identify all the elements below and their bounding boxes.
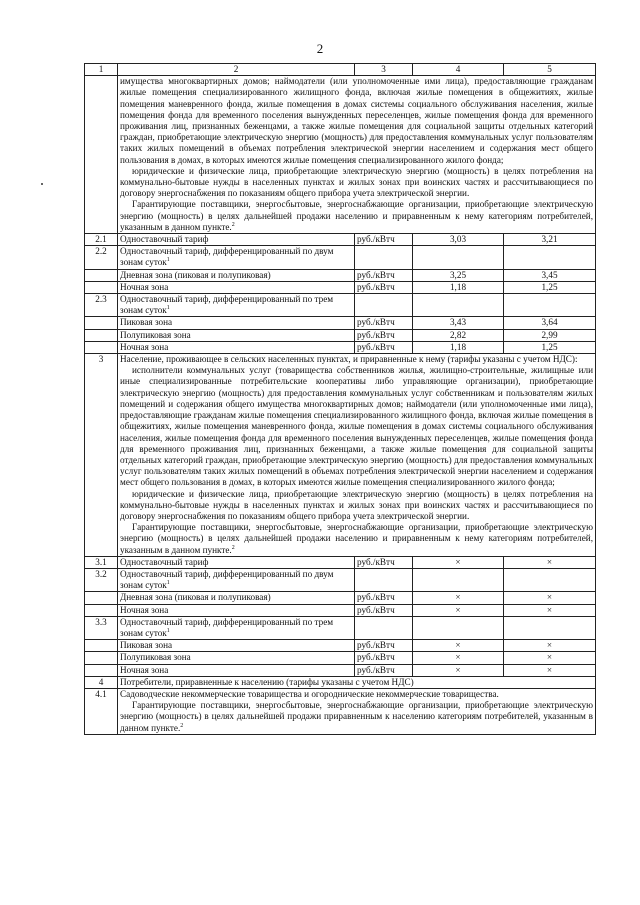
tariff-label-cell: Ночная зона bbox=[118, 664, 355, 676]
paragraph: Гарантирующие поставщики, энергосбытовые, энергоснабжающие организации, приобретающие электрическую энергию (мощность) в целях дальнейшей продажи населению и приравненным к нему категориям потребителей, указанным в данном пункте.$^2$ bbox=[120, 199, 593, 232]
tariff-value-period2: × bbox=[504, 592, 596, 604]
paragraph: Гарантирующие поставщики, энергосбытовые, энергоснабжающие организации, приобретающие электрическую энергию (мощность) в целях дальнейшей продажи населению и приравненным к нему категориям потребителей, указанным в данном пункте.$^2$ bbox=[120, 522, 593, 555]
footnote-mark: 1 bbox=[166, 257, 170, 264]
tariff-value-period1: 3,43 bbox=[413, 317, 504, 329]
tariff-row bbox=[85, 341, 596, 353]
unit-cell: руб./кВтч bbox=[355, 640, 413, 652]
category-label-cell: Потребители, приравненные к населению (тарифы указаны с учетом НДС) bbox=[118, 676, 596, 688]
footnote-mark: 2 bbox=[180, 722, 184, 729]
table-row bbox=[85, 76, 596, 234]
category-row bbox=[85, 676, 596, 688]
row-number-cell: 2.3 bbox=[85, 294, 118, 317]
tariff-label-cell: Дневная зона (пиковая и полупиковая) bbox=[118, 269, 355, 281]
tariff-value-period1: 3,03 bbox=[413, 234, 504, 246]
tariff-label-cell: Ночная зона bbox=[118, 281, 355, 293]
paragraph: юридические и физические лица, приобретающие электрическую энергию (мощность) в целях потребления на коммунально-бытовые нужды в населенных пунктах и жилых зонах при воинских частях и рассчитывающиеся по договору энергоснабжения по показаниям общего прибора учета электрической энергии. bbox=[120, 488, 593, 521]
row-number-cell bbox=[85, 329, 118, 341]
tariff-row bbox=[85, 568, 596, 591]
tariff-label-cell: Полупиковая зона bbox=[118, 652, 355, 664]
row-number-cell bbox=[85, 652, 118, 664]
tariff-label-cell: Дневная зона (пиковая и полупиковая) bbox=[118, 592, 355, 604]
tariff-label-cell: Одноставочный тариф, дифференцированный по двум зонам суток$^1$ bbox=[118, 246, 355, 269]
tariff-row bbox=[85, 294, 596, 317]
tariff-label-cell: Одноставочный тариф, дифференцированный по трем зонам суток$^1$ bbox=[118, 616, 355, 639]
tariff-value-period2 bbox=[504, 294, 596, 317]
unit-cell: руб./кВтч bbox=[355, 281, 413, 293]
tariff-row bbox=[85, 616, 596, 639]
row-number-cell: 3 bbox=[85, 354, 118, 557]
unit-cell: руб./кВтч bbox=[355, 329, 413, 341]
unit-cell: руб./кВтч bbox=[355, 604, 413, 616]
row-number-cell bbox=[85, 664, 118, 676]
footnote-mark: 1 bbox=[166, 580, 170, 587]
row-number-cell bbox=[85, 592, 118, 604]
tariff-value-period2: 2,99 bbox=[504, 329, 596, 341]
tariff-value-period1: 1,18 bbox=[413, 341, 504, 353]
header-cell: 2 bbox=[118, 64, 355, 76]
tariff-value-period1: × bbox=[413, 652, 504, 664]
paragraph: Гарантирующие поставщики, энергосбытовые, энергоснабжающие организации, приобретающие электрическую энергию (мощность) в целях дальнейшей продажи приравненным к населению категориям потребителей, указанным в данном пункте.$^2$ bbox=[120, 700, 593, 733]
category-text-cell bbox=[118, 688, 596, 734]
tariff-value-period1 bbox=[413, 616, 504, 639]
category-text-cell bbox=[118, 76, 596, 234]
row-number-cell: 2.1 bbox=[85, 234, 118, 246]
tariff-value-period2: 1,25 bbox=[504, 281, 596, 293]
page-number: 2 bbox=[316, 41, 324, 56]
tariff-value-period2: 3,45 bbox=[504, 269, 596, 281]
unit-cell: руб./кВтч bbox=[355, 317, 413, 329]
tariff-row bbox=[85, 281, 596, 293]
tariff-row bbox=[85, 592, 596, 604]
paragraph: Население, проживающее в сельских населенных пунктах, и приравненные к нему (тарифы указаны с учетом НДС): bbox=[120, 354, 578, 365]
footnote-mark: 1 bbox=[166, 627, 170, 634]
tariff-value-period2: 3,21 bbox=[504, 234, 596, 246]
unit-cell bbox=[355, 246, 413, 269]
tariff-value-period2: × bbox=[504, 604, 596, 616]
tariff-value-period1: × bbox=[413, 664, 504, 676]
row-number-cell: 3.3 bbox=[85, 616, 118, 639]
tariff-row bbox=[85, 640, 596, 652]
category-row bbox=[85, 354, 596, 557]
tariff-row bbox=[85, 556, 596, 568]
row-number-cell: 2.2 bbox=[85, 246, 118, 269]
tariff-row bbox=[85, 664, 596, 676]
unit-cell: руб./кВтч bbox=[355, 664, 413, 676]
row-number-cell: 3.2 bbox=[85, 568, 118, 591]
tariff-value-period2: × bbox=[504, 640, 596, 652]
row-number-cell bbox=[85, 604, 118, 616]
row-number-cell: 3.1 bbox=[85, 556, 118, 568]
row-number-cell: 4.1 bbox=[85, 688, 118, 734]
unit-cell: руб./кВтч bbox=[355, 234, 413, 246]
footnote-mark: 1 bbox=[166, 305, 170, 312]
header-cell: 5 bbox=[504, 64, 596, 76]
row-number-cell bbox=[85, 341, 118, 353]
tariff-value-period2: × bbox=[504, 556, 596, 568]
unit-cell: руб./кВтч bbox=[355, 269, 413, 281]
header-cell: 3 bbox=[355, 64, 413, 76]
tariff-value-period2 bbox=[504, 568, 596, 591]
tariff-row bbox=[85, 329, 596, 341]
paragraph: юридические и физические лица, приобретающие электрическую энергию (мощность) в целях потребления на коммунально-бытовые нужды в населенных пунктах и жилых зонах при воинских частях и рассчитывающиеся по договору энергоснабжения по показаниям общего прибора учета электрической энергии. bbox=[120, 165, 593, 199]
tariff-label-cell: Ночная зона bbox=[118, 341, 355, 353]
tariff-row bbox=[85, 246, 596, 269]
row-number-cell bbox=[85, 317, 118, 329]
scan-mark bbox=[41, 183, 43, 185]
tariff-label-cell: Ночная зона bbox=[118, 604, 355, 616]
footnote-mark: 2 bbox=[231, 544, 235, 551]
unit-cell bbox=[355, 616, 413, 639]
row-number-cell bbox=[85, 640, 118, 652]
tariff-value-period1 bbox=[413, 568, 504, 591]
category-text-cell bbox=[118, 354, 596, 557]
paragraph: имущества многоквартирных домов; наймодатели (или уполномоченные ими лица), предоставляющие гражданам жилые помещения специализированного жилищного фонда, включая жилые помещения в общежитиях, жилые помещения маневренного фонда, жилые помещения в домах системы социального обслуживания населения, жилые помещения фонда для временного поселения вынужденных переселенцев, жилые помещения фонда для временного проживания лиц, признанных беженцами, а также жилые помещения для социальной защиты отдельных категорий граждан, приобретающие электрическую энергию (мощность) для предоставления коммунальных услуг пользователям таких жилых помещений в объемах потребления электрической энергии населением и содержания мест общего пользования в домах, в которых имеются жилые помещения специализированного жилого фонда; bbox=[120, 76, 593, 165]
tariff-label-cell: Пиковая зона bbox=[118, 640, 355, 652]
row-number-cell bbox=[85, 269, 118, 281]
unit-cell bbox=[355, 568, 413, 591]
tariff-row bbox=[85, 604, 596, 616]
category-row bbox=[85, 688, 596, 734]
header-cell: 1 bbox=[85, 64, 118, 76]
tariff-value-period2: 1,25 bbox=[504, 341, 596, 353]
unit-cell: руб./кВтч bbox=[355, 556, 413, 568]
tariff-label-cell: Одноставочный тариф bbox=[118, 556, 355, 568]
header-cell: 4 bbox=[413, 64, 504, 76]
tariff-value-period1: 3,25 bbox=[413, 269, 504, 281]
row-number-cell: 4 bbox=[85, 676, 118, 688]
unit-cell: руб./кВтч bbox=[355, 652, 413, 664]
tariff-value-period2: × bbox=[504, 652, 596, 664]
tariff-row bbox=[85, 269, 596, 281]
unit-cell bbox=[355, 294, 413, 317]
tariff-value-period1 bbox=[413, 246, 504, 269]
unit-cell: руб./кВтч bbox=[355, 592, 413, 604]
tariff-value-period1: 1,18 bbox=[413, 281, 504, 293]
footnote-mark: 2 bbox=[231, 221, 235, 228]
tariff-row bbox=[85, 234, 596, 246]
tariff-value-period1: × bbox=[413, 556, 504, 568]
tariff-value-period2 bbox=[504, 616, 596, 639]
tariff-value-period2: × bbox=[504, 664, 596, 676]
paragraph: исполнители коммунальных услуг (товарищества собственников жилья, жилищно-строительные, жилищные или иные специализированные потребительские кооперативы либо управляющие организации), приобретающие электрическую энергию (мощность) для предоставления коммунальных услуг собственникам и пользователям жилых помещений и содержания общего имущества многоквартирных домов; наймодатели (или уполномоченные ими лица), предоставляющие гражданам жилые помещения специализированного жилищного фонда, включая жилые помещения в общежитиях, жилые помещения маневренного фонда, жилые помещения в домах системы социального обслуживания населения, жилые помещения фонда для временного поселения вынужденных переселенцев, жилые помещения фонда для временного проживания лиц, признанных беженцами, а также жилые помещения для социальной защиты отдельных категорий граждан, приобретающие электрическую энергию (мощность) для предоставления коммунальных услуг пользователям таких жилых помещений в объемах потребления электрической энергии населением и содержания мест общего пользования в домах, в которых имеются жилые помещения специализированного жилого фонда; bbox=[120, 365, 593, 488]
tariff-value-period2: 3,64 bbox=[504, 317, 596, 329]
tariff-value-period2 bbox=[504, 246, 596, 269]
paragraph: Садоводческие некоммерческие товарищества и огороднические некоммерческие товарищества. bbox=[120, 688, 499, 699]
tariff-label-cell: Одноставочный тариф, дифференцированный по двум зонам суток$^1$ bbox=[118, 568, 355, 591]
tariff-label-cell: Одноставочный тариф bbox=[118, 234, 355, 246]
tariff-value-period1: × bbox=[413, 592, 504, 604]
tariff-label-cell: Полупиковая зона bbox=[118, 329, 355, 341]
row-number-cell bbox=[85, 281, 118, 293]
unit-cell: руб./кВтч bbox=[355, 341, 413, 353]
tariff-value-period1: × bbox=[413, 640, 504, 652]
tariff-label-cell: Одноставочный тариф, дифференцированный по трем зонам суток$^1$ bbox=[118, 294, 355, 317]
tariff-value-period1: × bbox=[413, 604, 504, 616]
row-number-cell bbox=[85, 76, 118, 234]
tariff-row bbox=[85, 652, 596, 664]
header-row bbox=[85, 64, 596, 76]
tariff-value-period1: 2,82 bbox=[413, 329, 504, 341]
tariff-label-cell: Пиковая зона bbox=[118, 317, 355, 329]
tariff-value-period1 bbox=[413, 294, 504, 317]
tariff-table bbox=[84, 63, 596, 735]
tariff-row bbox=[85, 317, 596, 329]
